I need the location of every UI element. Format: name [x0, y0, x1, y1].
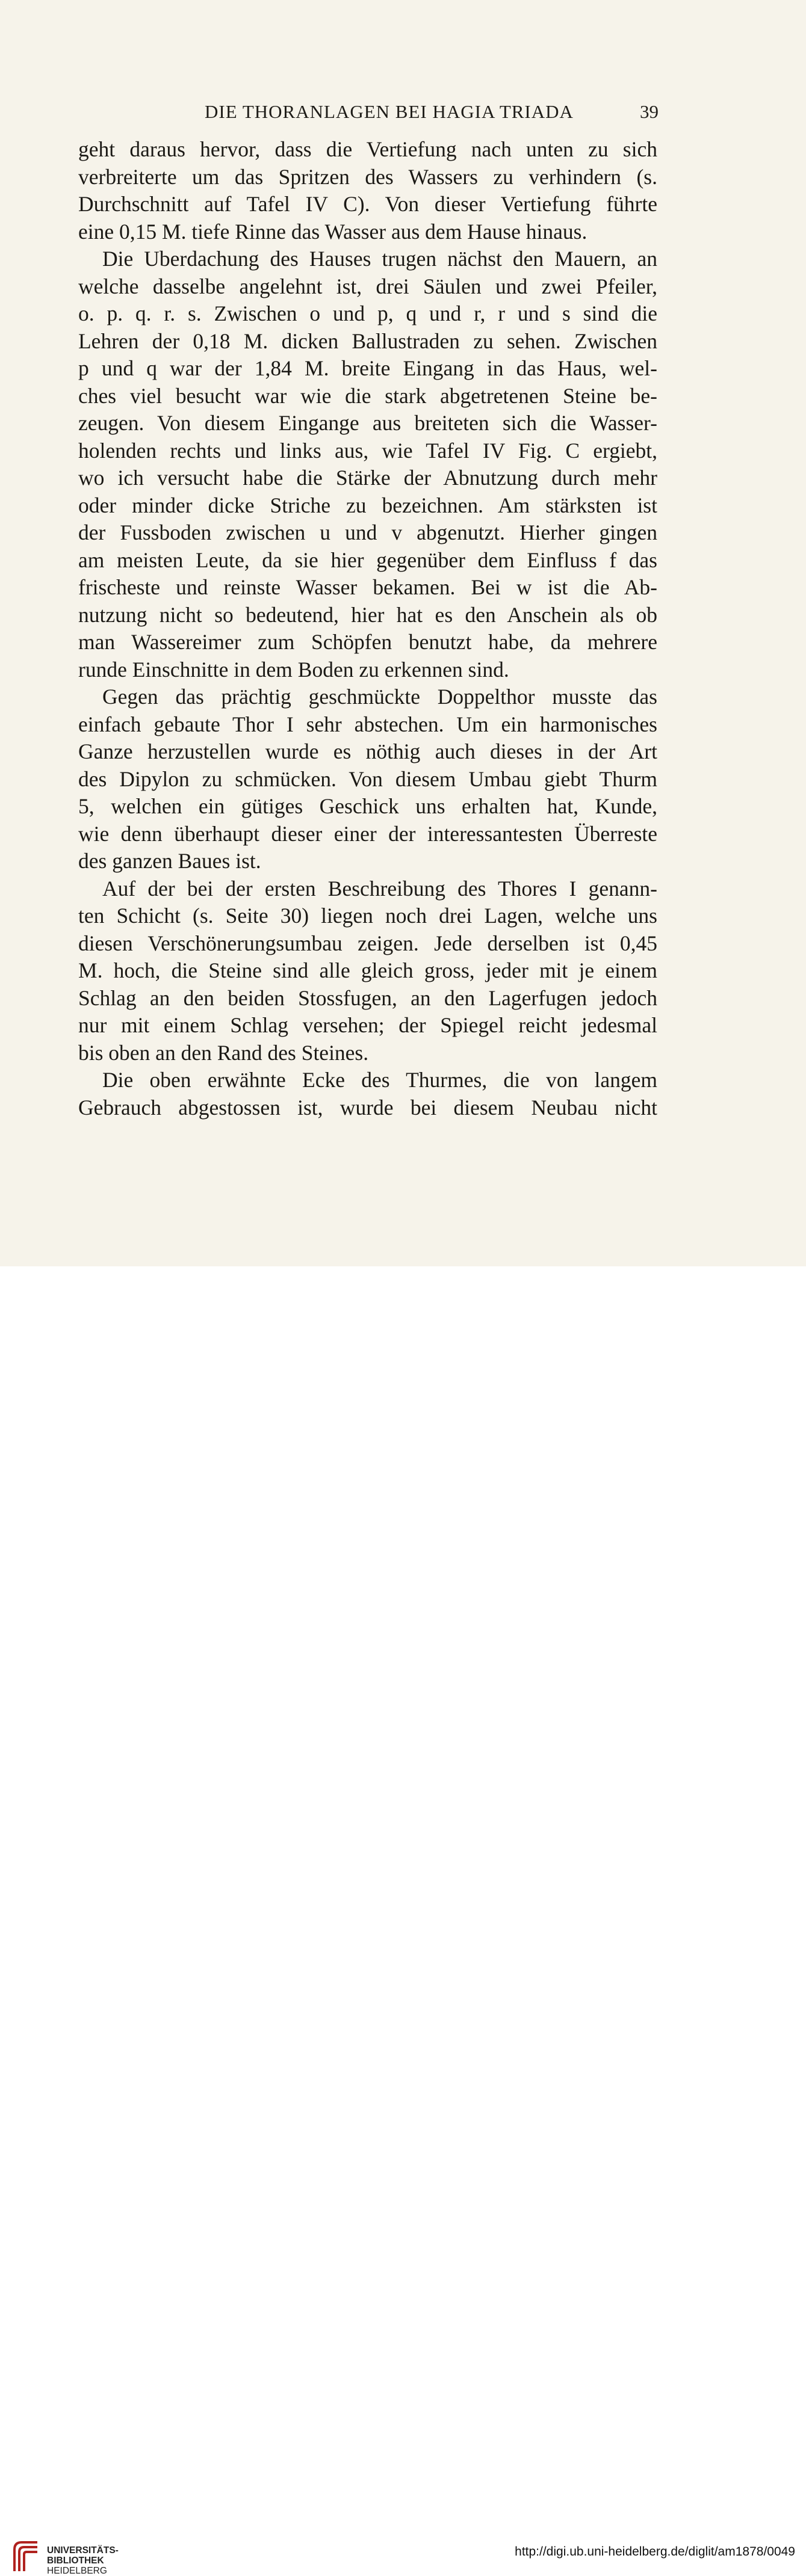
text-line: man Wassereimer zum Schöpfen benutzt habe, da mehrere	[78, 630, 657, 654]
text-line: nur mit einem Schlag versehen; der Spiegel reicht jedesmal	[78, 1013, 657, 1037]
text-line: Die oben erwähnte Ecke des Thurmes, die von langem	[102, 1068, 657, 1092]
text-line: des ganzen Baues ist.	[78, 849, 261, 873]
running-title: DIE THORANLAGEN BEI HAGIA TRIADA	[205, 101, 574, 122]
text-line: der Fussboden zwischen u und v abgenutzt. Hierher gingen	[78, 520, 657, 544]
text-line: diesen Verschönerungsumbau zeigen. Jede derselben ist 0,45	[78, 931, 657, 955]
text-line: Gebrauch abgestossen ist, wurde bei diesem Neubau nicht	[78, 1095, 657, 1120]
page-number: 39	[640, 101, 659, 122]
text-line: bis oben an den Rand des Steines.	[78, 1040, 369, 1065]
text-line: Durchschnitt auf Tafel IV C). Von dieser Vertiefung führte	[78, 192, 657, 216]
text-line: o. p. q. r. s. Zwischen o und p, q und r, r und s sind die	[78, 301, 657, 325]
text-line: p und q war der 1,84 M. breite Eingang in das Haus, wel-	[78, 356, 657, 380]
text-line: einfach gebaute Thor I sehr abstechen. Um ein harmonisches	[78, 712, 657, 736]
text-line: oder minder dicke Striche zu bezeichnen. Am stärksten ist	[78, 493, 657, 517]
text-line: Gegen das prächtig geschmückte Doppelthor musste das	[102, 685, 657, 709]
library-name-line: HEIDELBERG	[47, 2566, 107, 2576]
text-line: verbreiterte um das Spritzen des Wassers zu verhindern (s.	[78, 164, 657, 189]
library-name	[47, 2545, 119, 2576]
text-line: frischeste und reinste Wasser bekamen. Bei w ist die Ab-	[78, 575, 657, 599]
permalink-url[interactable]: http://digi.ub.uni-heidelberg.de/diglit/am1878/0049	[515, 2545, 795, 2559]
library-logo-icon	[11, 2537, 41, 2574]
text-line: wo ich versucht habe die Stärke der Abnutzung durch mehr	[78, 466, 657, 490]
running-header	[81, 101, 659, 125]
viewer-footer	[0, 1266, 806, 2576]
text-line: Die Uberdachung des Hauses trugen nächst den Mauern, an	[102, 247, 657, 271]
text-line: ches viel besucht war wie die stark abgetretenen Steine be-	[78, 383, 657, 408]
text-line: holenden rechts und links aus, wie Tafel IV Fig. C ergiebt,	[78, 438, 657, 463]
text-line: des Dipylon zu schmücken. Von diesem Umbau giebt Thurm	[78, 766, 657, 791]
text-line: runde Einschnitte in dem Boden zu erkennen sind.	[78, 657, 509, 682]
text-line: 5, welchen ein gütiges Geschick uns erhalten hat, Kunde,	[78, 794, 657, 818]
text-line: Auf der bei der ersten Beschreibung des Thores I genann-	[102, 876, 657, 901]
text-line: wie denn überhaupt dieser einer der interessantesten Überreste	[78, 821, 657, 846]
text-line: Ganze herzustellen wurde es nöthig auch dieses in der Art	[78, 739, 657, 763]
text-line: M. hoch, die Steine sind alle gleich gross, jeder mit je einem	[78, 958, 657, 982]
text-line: Schlag an den beiden Stossfugen, an den Lagerfugen jedoch	[78, 985, 657, 1010]
text-line: am meisten Leute, da sie hier gegenüber dem Einfluss f das	[78, 547, 657, 572]
body-text	[78, 136, 657, 1121]
library-name-line: UNIVERSITÄTS-	[47, 2545, 119, 2556]
text-line: Lehren der 0,18 M. dicken Ballustraden zu sehen. Zwischen	[78, 328, 657, 353]
text-line: nutzung nicht so bedeutend, hier hat es den Anschein als ob	[78, 602, 657, 627]
text-line: ten Schicht (s. Seite 30) liegen noch drei Lagen, welche uns	[78, 904, 657, 928]
text-line: welche dasselbe angelehnt ist, drei Säulen und zwei Pfeiler,	[78, 274, 657, 298]
text-line: geht daraus hervor, dass die Vertiefung nach unten zu sich	[78, 137, 657, 161]
library-name-line: BIBLIOTHEK	[47, 2556, 104, 2566]
text-line: zeugen. Von diesem Eingange aus breiteten sich die Wasser-	[78, 411, 657, 435]
text-line: eine 0,15 M. tiefe Rinne das Wasser aus dem Hause hinaus.	[78, 219, 587, 244]
scanned-page	[0, 0, 806, 1266]
